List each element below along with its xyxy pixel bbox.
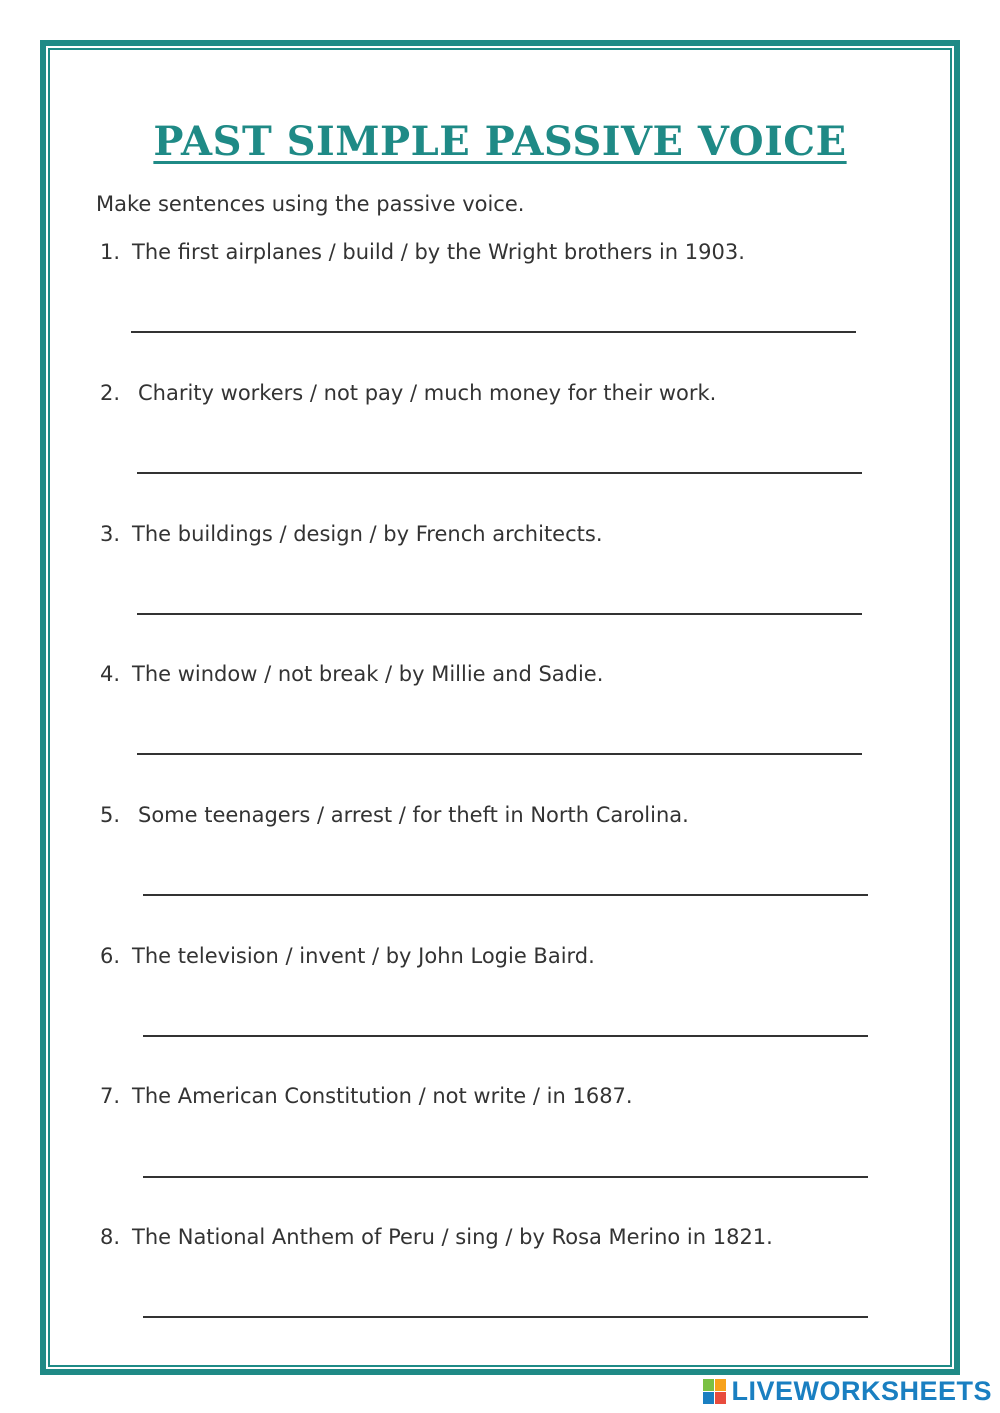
item-prompt: The buildings / design / by French architects. [132,522,603,546]
exercise-item-6 [100,944,595,968]
exercise-item-5 [100,803,689,827]
item-number: 1. [100,240,121,264]
item-number: 6. [100,944,121,968]
item-prompt: Charity workers / not pay / much money for their work. [138,381,717,405]
answer-line-5[interactable] [143,894,868,896]
item-number: 3. [100,522,121,546]
answer-line-7[interactable] [143,1176,868,1178]
brand-name: LIVEWORKSHEETS [731,1376,992,1406]
item-prompt: The first airplanes / build / by the Wright brothers in 1903. [132,240,745,264]
instruction-text: Make sentences using the passive voice. [96,192,525,216]
worksheet-title [0,118,1000,165]
exercise-item-4 [100,662,603,686]
item-prompt: The National Anthem of Peru / sing / by Rosa Merino in 1821. [132,1225,773,1249]
liveworksheets-logo-icon [703,1379,727,1405]
item-number: 2. [100,381,121,405]
exercise-item-1 [100,240,745,264]
item-number: 4. [100,662,121,686]
exercise-item-8 [100,1225,773,1249]
item-number: 5. [100,803,121,827]
answer-line-3[interactable] [137,613,862,615]
item-prompt: The television / invent / by John Logie Baird. [132,944,595,968]
answer-line-1[interactable] [131,331,856,333]
answer-line-8[interactable] [143,1316,868,1318]
item-number: 8. [100,1225,121,1249]
worksheet-title-text: PAST SIMPLE PASSIVE VOICE [153,118,847,165]
item-number: 7. [100,1084,121,1108]
exercise-item-7 [100,1084,633,1108]
answer-line-2[interactable] [137,472,862,474]
exercise-item-2 [100,381,716,405]
item-prompt: The American Constitution / not write / in 1687. [132,1084,633,1108]
item-prompt: The window / not break / by Millie and Sadie. [132,662,604,686]
answer-line-6[interactable] [143,1035,868,1037]
answer-line-4[interactable] [137,753,862,755]
liveworksheets-brand[interactable] [703,1376,992,1407]
exercise-item-3 [100,522,603,546]
item-prompt: Some teenagers / arrest / for theft in North Carolina. [138,803,689,827]
